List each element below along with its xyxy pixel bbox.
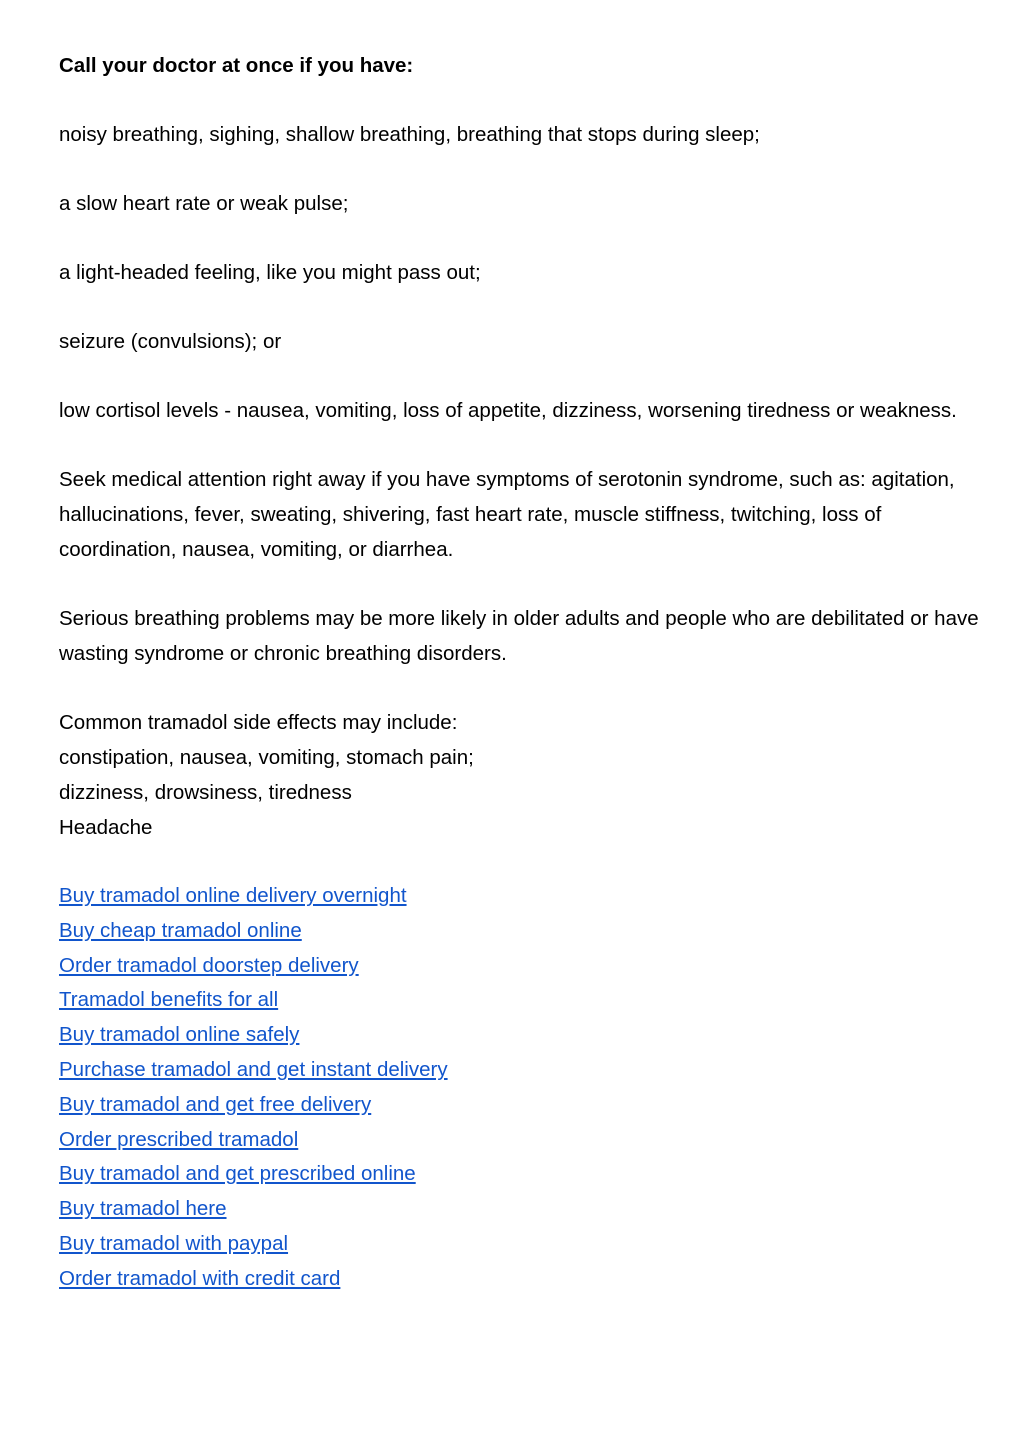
symptom-item: noisy breathing, sighing, shallow breathing, breathing that stops during sleep; (59, 123, 760, 146)
serotonin-warning-paragraph: Seek medical attention right away if you have symptoms of serotonin syndrome, such as: agitation, hallucinations, fever, sweating, shivering, fast heart rate, muscle stiffness, twitching, loss of coordination, nausea, vomiting, or diarrhea. (59, 468, 955, 561)
link-item[interactable]: Buy tramadol with paypal (59, 1231, 289, 1255)
document-body (59, 48, 979, 1297)
common-side-effects-block (59, 705, 979, 845)
link-item[interactable]: Buy cheap tramadol online (59, 918, 302, 942)
symptom-item: seizure (convulsions); or (59, 330, 282, 353)
link-list (59, 879, 979, 1297)
symptom-item: a light-headed feeling, like you might pass out; (59, 261, 481, 284)
symptom-item: low cortisol levels - nausea, vomiting, loss of appetite, dizziness, worsening tiredness or weakness. (59, 399, 957, 422)
link-item[interactable]: Buy tramadol and get free delivery (59, 1092, 372, 1116)
link-item[interactable]: Buy tramadol here (59, 1197, 227, 1221)
link-item[interactable]: Order tramadol with credit card (59, 1266, 341, 1290)
side-effect-item: Headache (59, 816, 153, 839)
link-item[interactable]: Buy tramadol and get prescribed online (59, 1162, 416, 1186)
link-item[interactable]: Order tramadol doorstep delivery (59, 953, 359, 977)
side-effects-intro: Common tramadol side effects may include: (59, 711, 458, 734)
breathing-warning-paragraph: Serious breathing problems may be more likely in older adults and people who are debilitated or have wasting syndrome or chronic breathing disorders. (59, 607, 979, 665)
section-heading: Call your doctor at once if you have: (59, 54, 414, 77)
side-effect-item: constipation, nausea, vomiting, stomach pain; (59, 746, 474, 769)
side-effect-item: dizziness, drowsiness, tiredness (59, 781, 352, 804)
link-item[interactable]: Tramadol benefits for all (59, 988, 279, 1012)
link-item[interactable]: Order prescribed tramadol (59, 1127, 299, 1151)
link-item[interactable]: Purchase tramadol and get instant delivery (59, 1057, 448, 1081)
symptom-item: a slow heart rate or weak pulse; (59, 192, 349, 215)
link-item[interactable]: Buy tramadol online delivery overnight (59, 884, 407, 907)
link-item[interactable]: Buy tramadol online safely (59, 1023, 300, 1047)
